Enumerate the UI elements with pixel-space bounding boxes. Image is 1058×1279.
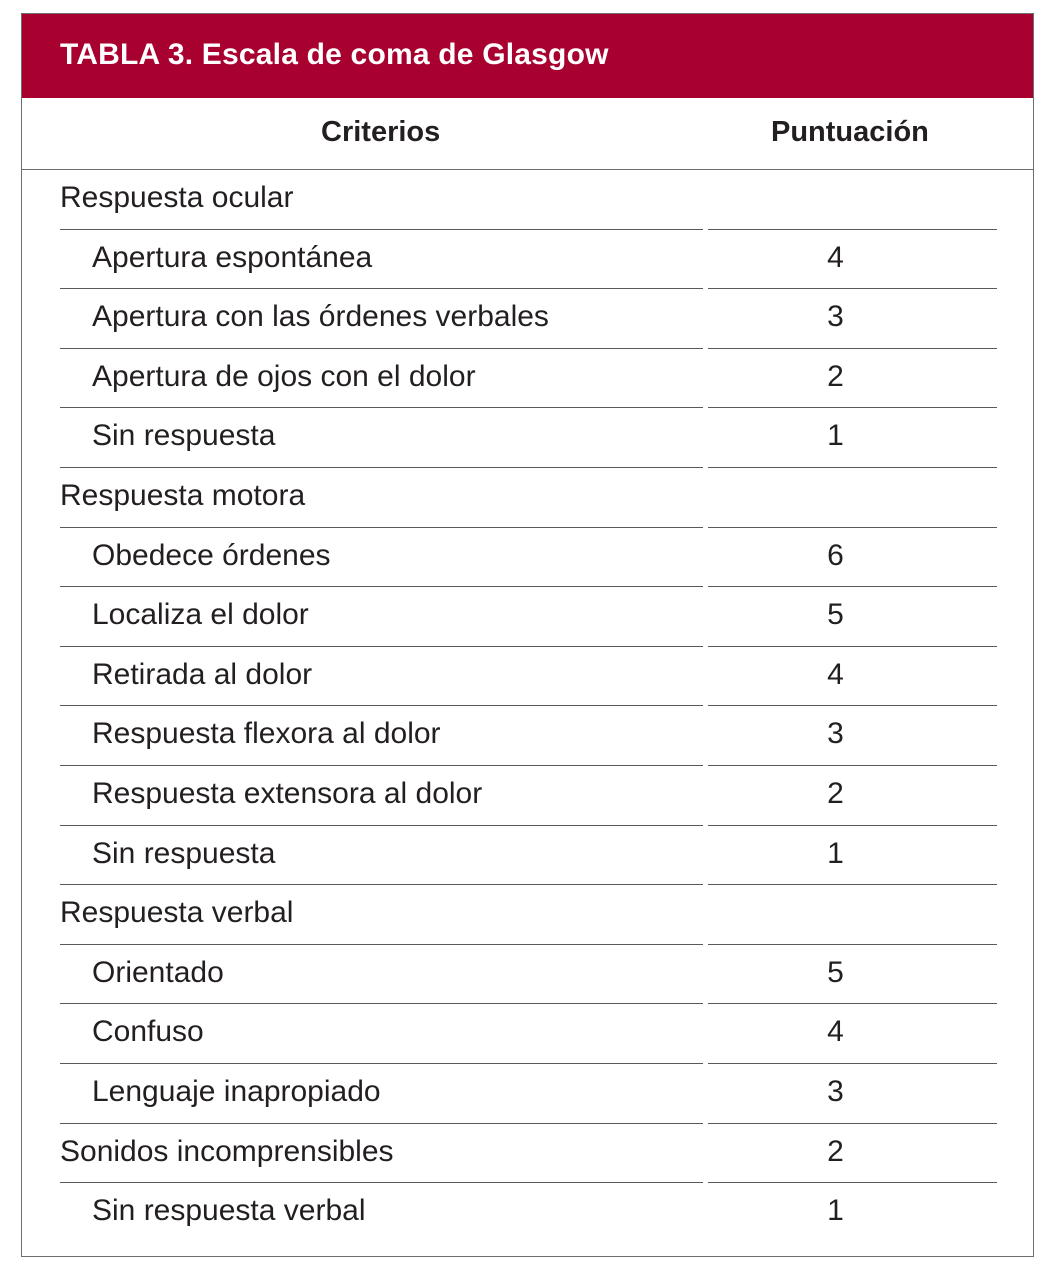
- table-row: [22, 826, 1033, 886]
- criterion-label: Respuesta flexora al dolor: [92, 717, 441, 751]
- table-row: [22, 1183, 1033, 1243]
- score-value: 2: [827, 776, 844, 810]
- score-value: 1: [827, 1194, 844, 1228]
- criterion-label: Respuesta verbal: [60, 896, 294, 930]
- category-row: [22, 468, 1033, 528]
- score-value: 4: [827, 240, 844, 274]
- criterion-label: Orientado: [92, 955, 224, 989]
- criterion-label: Confuso: [92, 1015, 204, 1049]
- criterion-label: Lenguaje inapropiado: [92, 1074, 381, 1108]
- score-value: 3: [827, 717, 844, 751]
- table-title: TABLA 3. Escala de coma de Glasgow: [60, 38, 609, 71]
- score-value: 4: [827, 657, 844, 691]
- table-row: [22, 647, 1033, 707]
- table-row: [22, 1004, 1033, 1064]
- category-row: [22, 1124, 1033, 1184]
- criterion-label: Apertura espontánea: [92, 240, 373, 274]
- criterion-label: Respuesta extensora al dolor: [92, 776, 483, 810]
- table-row: [22, 349, 1033, 409]
- table-row: [22, 528, 1033, 588]
- score-value: 3: [827, 1074, 844, 1108]
- score-value: 1: [827, 419, 844, 453]
- score-value: 5: [827, 598, 844, 632]
- table-row: [22, 289, 1033, 349]
- criterion-label: Localiza el dolor: [92, 598, 309, 632]
- table-row: [22, 408, 1033, 468]
- score-value: 4: [827, 1015, 844, 1049]
- score-value: 5: [827, 955, 844, 989]
- table-row: [22, 1064, 1033, 1124]
- criterion-label: Apertura de ojos con el dolor: [92, 359, 476, 393]
- score-value: 2: [827, 359, 844, 393]
- category-row: [22, 885, 1033, 945]
- table-header-row: [22, 98, 1033, 170]
- criterion-label: Retirada al dolor: [92, 657, 313, 691]
- table-row: [22, 706, 1033, 766]
- criterion-label: Sonidos incomprensibles: [60, 1134, 394, 1168]
- criterion-label: Respuesta ocular: [60, 181, 294, 214]
- criterion-label: Respuesta motora: [60, 478, 306, 512]
- glasgow-table: [21, 13, 1034, 1257]
- column-header-criterios: Criterios: [321, 116, 441, 148]
- criterion-label: Sin respuesta verbal: [92, 1194, 366, 1228]
- score-value: 6: [827, 538, 844, 572]
- criterion-label: Obedece órdenes: [92, 538, 331, 572]
- table-row: [22, 587, 1033, 647]
- table-row: [22, 766, 1033, 826]
- category-row: [22, 170, 1033, 230]
- score-value: 3: [827, 300, 844, 334]
- table-body: [22, 170, 1033, 1243]
- score-value: 2: [827, 1134, 844, 1168]
- table-row: [22, 945, 1033, 1005]
- criterion-label: Apertura con las órdenes verbales: [92, 300, 549, 334]
- criterion-label: Sin respuesta: [92, 836, 276, 870]
- score-value: 1: [827, 836, 844, 870]
- table-row: [22, 230, 1033, 290]
- criterion-label: Sin respuesta: [92, 419, 276, 453]
- column-header-puntuacion: Puntuación: [771, 116, 929, 148]
- title-bar: [22, 14, 1033, 98]
